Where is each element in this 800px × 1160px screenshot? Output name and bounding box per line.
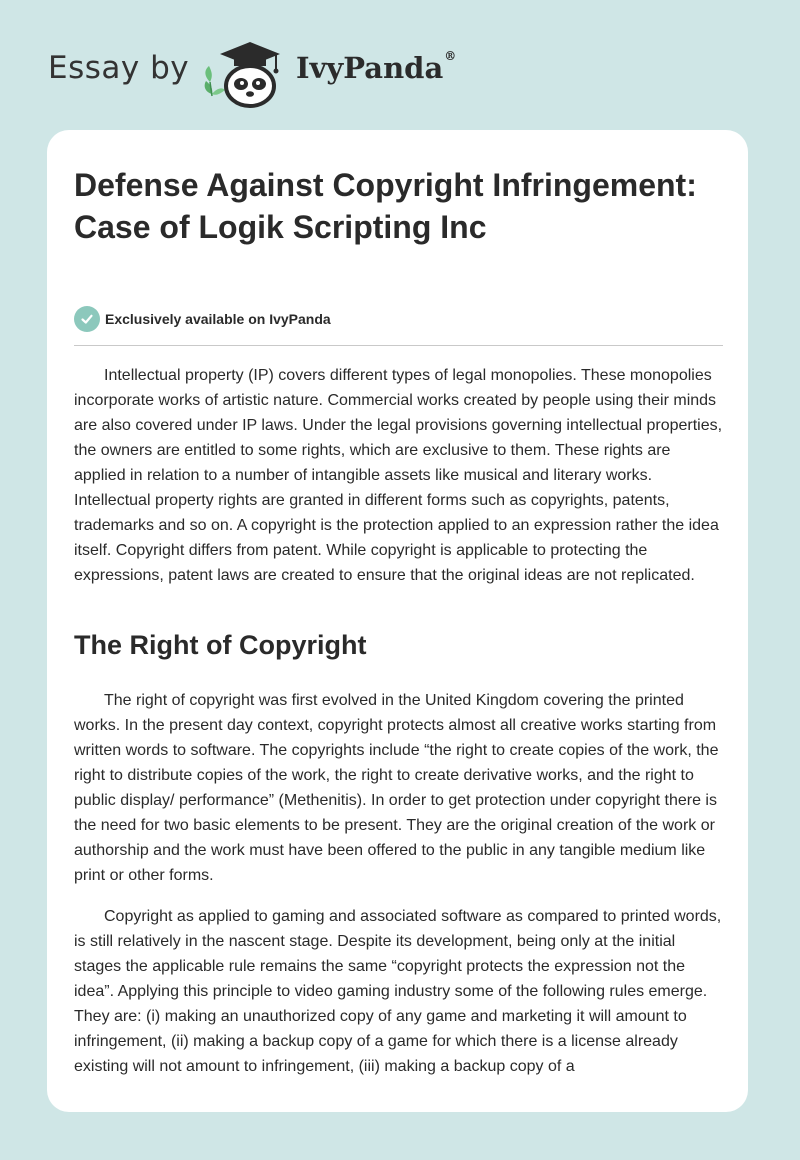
paragraph: Intellectual property (IP) covers different types of legal monopolies. These monopolies incorporate works of artistic nature. Commercial works created by people using their minds are also covered under IP laws. Under the legal provisions governing intellectual properties, the owners are entitled to some rights, which are exclusive to them. These rights are applied in relation to a number of intangible assets like musical and literary works. Intellectual property rights are granted in different forms such as copyrights, patents, trademarks and so on. A copyright is the protection applied to an expression rather the idea itself. Copyright differs from patent. While copyright is applicable to protecting the expressions, patent laws are created to ensure that the original ideas are not replicated.	[74, 367, 723, 584]
paragraph: The right of copyright was first evolved in the United Kingdom covering the printed works. In the present day context, copyright protects almost all creative works starting from written words to software. The copyrights include “the right to create copies of the work, the right to distribute copies of the work, the right to create derivative works, and the right to public display/ performance” (Methenitis). In order to get protection under copyright there is the need for two basic elements to be present. They are the original creation of the work or authorship and the work must have been offered to the public in any tangible medium like print or other forms.	[74, 692, 719, 884]
ivy-leaf-icon	[205, 66, 225, 96]
site-header	[0, 0, 800, 130]
registered-mark: ®	[444, 49, 457, 63]
brand-name: IvyPanda	[296, 51, 444, 85]
check-badge-icon	[74, 306, 100, 332]
article-card	[47, 130, 748, 1112]
paragraph: Copyright as applied to gaming and associated software as compared to printed words, is still relatively in the nascent stage. Despite its development, being only at the initial stages the applicable rule remains the same “copyright protects the expression not the idea”. Applying this principle to video gaming industry some of the following rules emerge. They are: (i) making an unauthorized copy of any game and marketing it will amount to infringement, (ii) making a backup copy of a game for which there is a license already existing will not amount to infringement, (iii) making a backup copy of a	[74, 908, 722, 1075]
page-title: Defense Against Copyright Infringement: Case of Logik Scripting Inc	[74, 167, 697, 245]
section-heading: The Right of Copyright	[74, 630, 367, 660]
panda-logo-icon[interactable]	[200, 36, 290, 108]
essay-by-label: Essay by	[48, 50, 190, 86]
divider	[74, 345, 723, 346]
exclusive-badge	[74, 305, 331, 333]
brand-logo-text[interactable]	[296, 51, 456, 85]
exclusive-label: Exclusively available on IvyPanda	[105, 311, 331, 327]
